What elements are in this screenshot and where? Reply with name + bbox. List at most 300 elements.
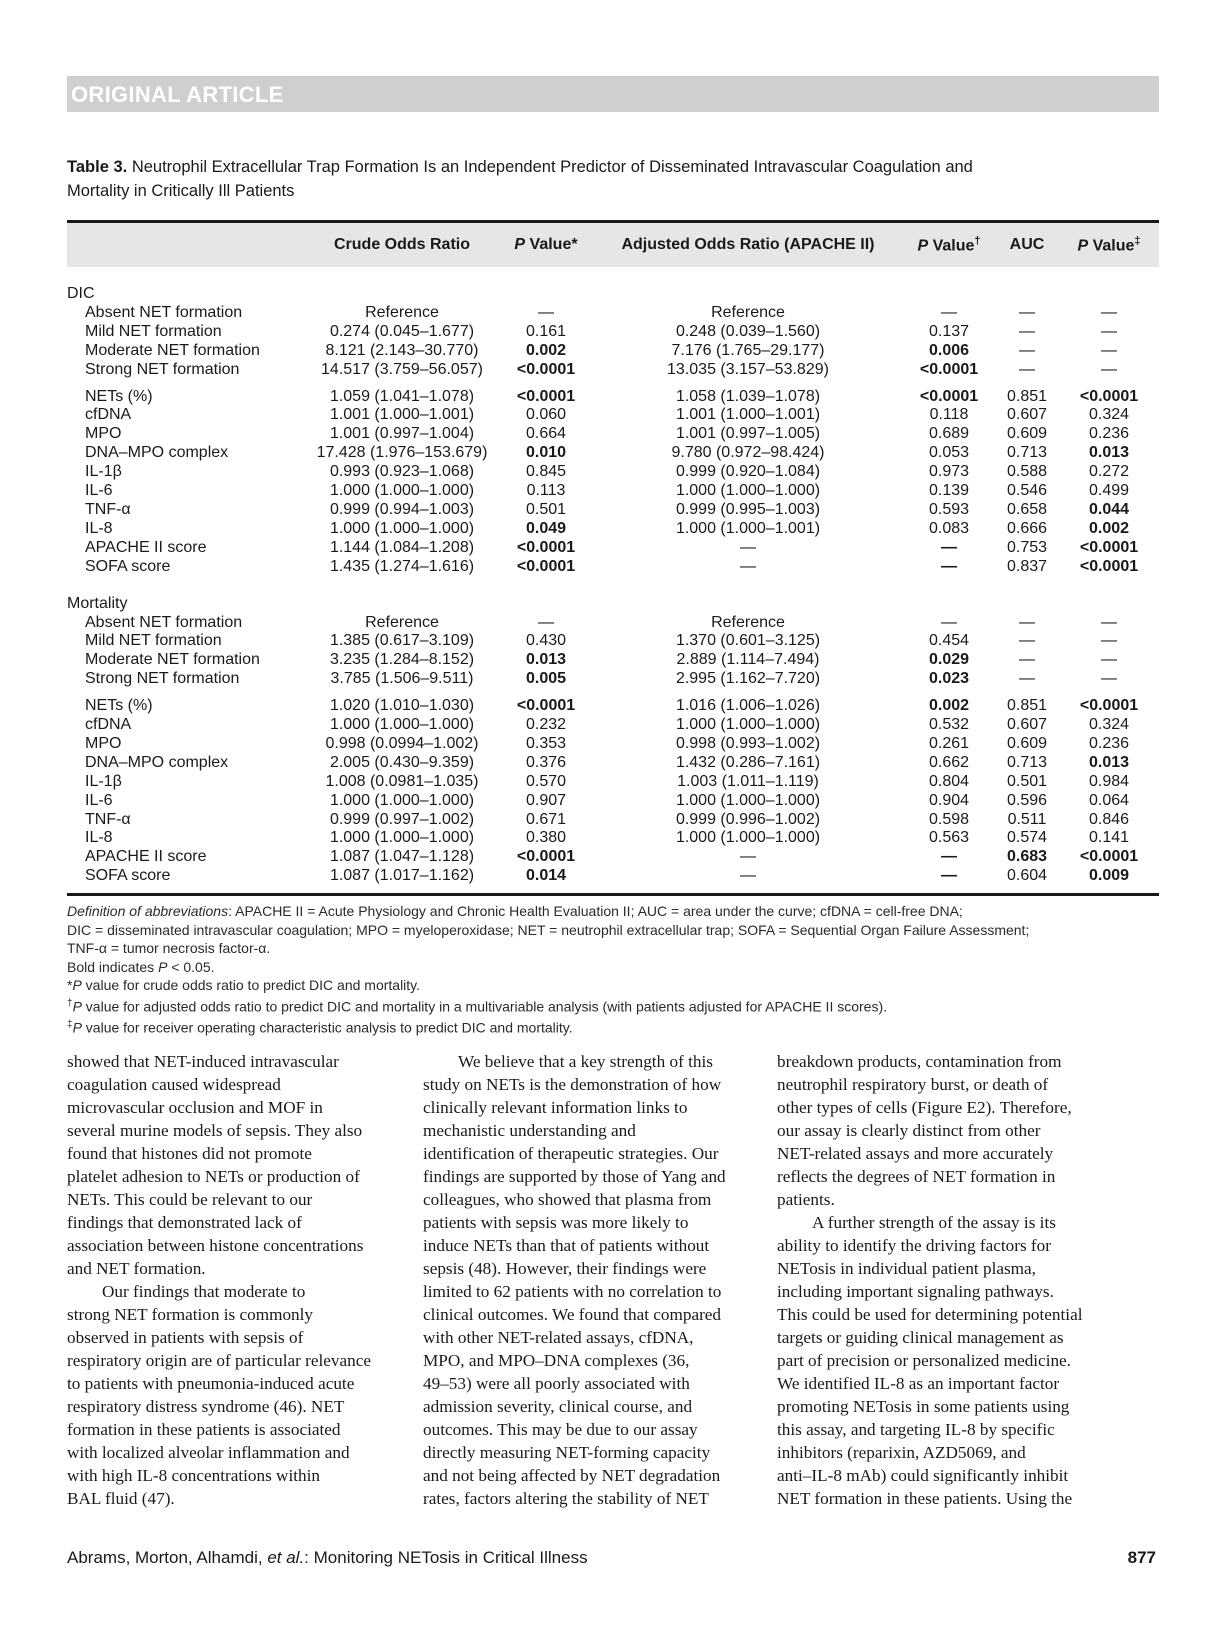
cell-value-p2: <0.0001 xyxy=(919,387,979,405)
cell-p3 xyxy=(1059,754,1159,773)
section-title: DIC xyxy=(67,285,95,302)
cell-value-p1: <0.0001 xyxy=(516,538,576,556)
cell-value-p2: — xyxy=(941,538,957,556)
cell-adj xyxy=(593,792,903,811)
cell-value-auc: 0.588 xyxy=(1006,463,1048,481)
cell-p1 xyxy=(499,520,593,539)
cell-adj xyxy=(593,848,903,867)
cell-value-crude: Reference xyxy=(365,303,439,321)
cell-value-p3: — xyxy=(1101,651,1117,669)
cell-p2 xyxy=(903,670,995,689)
cell-value-p2: 0.804 xyxy=(928,772,970,790)
body-line: patients. xyxy=(777,1190,835,1209)
cell-value-auc: 0.683 xyxy=(1006,848,1048,866)
table-bottom-rule xyxy=(67,893,1159,896)
body-line: including important signaling pathways. xyxy=(777,1282,1054,1301)
cell-adj xyxy=(593,697,903,716)
row-label: IL-6 xyxy=(85,791,113,809)
cell-value-p2: 0.532 xyxy=(928,716,970,734)
cell-adj xyxy=(593,342,903,361)
row-label: cfDNA xyxy=(85,716,132,734)
cell-value-p3: 0.236 xyxy=(1088,425,1130,443)
cell-p2 xyxy=(903,406,995,425)
body-line: to patients with pneumonia-induced acute xyxy=(67,1374,355,1393)
body-line: coagulation caused widespread xyxy=(67,1075,281,1094)
cell-p2 xyxy=(903,444,995,463)
cell-value-p1: 0.570 xyxy=(525,772,567,790)
cell-value-auc: 0.713 xyxy=(1006,753,1048,771)
cell-crude xyxy=(305,848,499,867)
cell-value-auc: 0.574 xyxy=(1006,829,1048,847)
cell-value-p1: 0.501 xyxy=(525,500,567,518)
cell-value-p2: <0.0001 xyxy=(919,360,979,378)
table-row xyxy=(67,501,1159,520)
header-p-value-adjusted: P Value† xyxy=(917,234,981,255)
cell-value-p2: 0.083 xyxy=(928,519,970,537)
body-line: microvascular occlusion and MOF in xyxy=(67,1098,323,1117)
row-label: cfDNA xyxy=(85,406,132,424)
cell-p2 xyxy=(903,482,995,501)
cell-value-p1: 0.376 xyxy=(525,753,567,771)
empty-cell xyxy=(1059,285,1159,304)
cell-value-adj: 1.000 (1.000–1.001) xyxy=(675,519,821,537)
cell-value-p3: — xyxy=(1101,303,1117,321)
cell-auc xyxy=(995,520,1059,539)
cell-crude xyxy=(305,388,499,407)
body-line: outcomes. This may be due to our assay xyxy=(423,1420,698,1439)
cell-p2 xyxy=(903,520,995,539)
body-line: and not being affected by NET degradation xyxy=(423,1466,721,1485)
empty-cell xyxy=(499,595,593,614)
empty-cell xyxy=(499,285,593,304)
row-label: IL-8 xyxy=(85,519,113,537)
cell-p2 xyxy=(903,539,995,558)
cell-adj xyxy=(593,482,903,501)
cell-crude xyxy=(305,735,499,754)
cell-value-p3: — xyxy=(1101,613,1117,631)
cell-value-p2: 0.662 xyxy=(928,753,970,771)
cell-auc xyxy=(995,558,1059,577)
table-row xyxy=(67,361,1159,380)
table-header-row xyxy=(67,223,1159,267)
empty-cell xyxy=(593,285,903,304)
cell-value-auc: 0.658 xyxy=(1006,500,1048,518)
row-label: Mild NET formation xyxy=(85,632,222,650)
cell-value-p1: 0.014 xyxy=(525,867,567,885)
cell-adj xyxy=(593,539,903,558)
cell-value-adj: 1.001 (0.997–1.005) xyxy=(675,425,821,443)
cell-value-p3: 0.009 xyxy=(1088,867,1130,885)
cell-value-adj: 2.889 (1.114–7.494) xyxy=(676,651,820,669)
table-row xyxy=(67,614,1159,633)
body-line: This could be used for determining potential xyxy=(777,1305,1083,1324)
cell-value-crude: Reference xyxy=(365,613,439,631)
cell-value-p3: 0.064 xyxy=(1088,791,1130,809)
cell-value-crude: 1.000 (1.000–1.000) xyxy=(329,519,475,537)
cell-value-auc: 0.713 xyxy=(1006,444,1048,462)
cell-value-auc: — xyxy=(1019,670,1035,688)
body-line: colleagues, who showed that plasma from xyxy=(423,1190,712,1209)
cell-value-auc: 0.851 xyxy=(1006,697,1048,715)
cell-value-p3: 0.044 xyxy=(1088,500,1130,518)
cell-crude xyxy=(305,425,499,444)
table-number: Table 3. xyxy=(67,158,128,176)
body-line: sepsis (48). However, their findings were xyxy=(423,1259,707,1278)
cell-p1 xyxy=(499,539,593,558)
cell-value-p2: 0.053 xyxy=(928,444,970,462)
cell-crude xyxy=(305,304,499,323)
body-line: part of precision or personalized medicine. xyxy=(777,1351,1071,1370)
body-line: inhibitors (reparixin, AZD5069, and xyxy=(777,1443,1026,1462)
cell-p1 xyxy=(499,773,593,792)
cell-p1 xyxy=(499,614,593,633)
body-line: We believe that a key strength of this xyxy=(458,1052,713,1071)
cell-adj xyxy=(593,829,903,848)
body-column-3 xyxy=(777,1050,1117,1510)
cell-p2 xyxy=(903,463,995,482)
cell-p1 xyxy=(499,323,593,342)
empty-cell xyxy=(593,595,903,614)
cell-value-p1: 0.161 xyxy=(525,322,567,340)
cell-value-auc: 0.607 xyxy=(1006,716,1048,734)
body-line: showed that NET-induced intravascular xyxy=(67,1052,339,1071)
cell-auc xyxy=(995,811,1059,830)
footnote-roc: ‡P value for receiver operating characteristic analysis to predict DIC and mortality. xyxy=(67,1018,573,1036)
cell-value-p3: — xyxy=(1101,670,1117,688)
row-label: Moderate NET formation xyxy=(85,651,260,669)
cell-p1 xyxy=(499,670,593,689)
cell-auc xyxy=(995,651,1059,670)
header-blank xyxy=(67,223,305,267)
cell-crude xyxy=(305,614,499,633)
cell-value-p2: 0.261 xyxy=(928,734,970,752)
cell-value-p3: <0.0001 xyxy=(1079,538,1139,556)
row-label: DNA–MPO complex xyxy=(85,444,229,462)
table-title-line2: Mortality in Critically Ill Patients xyxy=(67,182,295,200)
cell-crude xyxy=(305,406,499,425)
cell-adj xyxy=(593,651,903,670)
body-line: NET formation in these patients. Using the xyxy=(777,1489,1073,1508)
cell-crude xyxy=(305,444,499,463)
body-line: and NET formation. xyxy=(67,1259,206,1278)
body-line: observed in patients with sepsis of xyxy=(67,1328,304,1347)
table-row xyxy=(67,425,1159,444)
cell-auc xyxy=(995,867,1059,886)
cell-value-p3: 0.324 xyxy=(1088,406,1130,424)
cell-p1 xyxy=(499,829,593,848)
cell-value-p3: 0.013 xyxy=(1088,444,1130,462)
cell-p3 xyxy=(1059,848,1159,867)
table-row xyxy=(67,867,1159,886)
body-text xyxy=(67,1050,1159,1508)
cell-value-p3: 0.002 xyxy=(1088,519,1130,537)
cell-value-auc: 0.607 xyxy=(1006,406,1048,424)
section-title: Mortality xyxy=(67,594,128,612)
table-spacer-row xyxy=(67,267,1159,285)
cell-value-adj: 9.780 (0.972–98.424) xyxy=(671,444,825,462)
body-line: this assay, and targeting IL-8 by specific xyxy=(777,1420,1055,1439)
cell-auc xyxy=(995,614,1059,633)
cell-p1 xyxy=(499,425,593,444)
cell-value-adj: 1.000 (1.000–1.000) xyxy=(675,716,821,734)
cell-crude xyxy=(305,520,499,539)
cell-adj xyxy=(593,501,903,520)
cell-value-auc: 0.851 xyxy=(1006,387,1048,405)
cell-auc xyxy=(995,388,1059,407)
table-row xyxy=(67,463,1159,482)
cell-value-p1: <0.0001 xyxy=(516,697,576,715)
empty-cell xyxy=(995,285,1059,304)
cell-crude xyxy=(305,361,499,380)
footnote-abbreviations: Definition of abbreviations: APACHE II = Acute Physiology and Chronic Health Evaluation II; AUC = area under the curve; cfDNA = cell-free DNA; xyxy=(67,903,963,919)
row-label: Mild NET formation xyxy=(85,322,222,340)
cell-auc xyxy=(995,425,1059,444)
cell-crude xyxy=(305,697,499,716)
cell-adj xyxy=(593,670,903,689)
table-row xyxy=(67,697,1159,716)
cell-value-crude: 3.235 (1.284–8.152) xyxy=(329,651,475,669)
row-label: NETs (%) xyxy=(85,387,153,405)
cell-p3 xyxy=(1059,614,1159,633)
cell-value-p3: 0.141 xyxy=(1088,829,1130,847)
empty-cell xyxy=(305,595,499,614)
cell-value-crude: 1.000 (1.000–1.000) xyxy=(329,482,475,500)
cell-value-adj: 1.432 (0.286–7.161) xyxy=(675,753,821,771)
cell-value-crude: 1.144 (1.084–1.208) xyxy=(329,538,475,556)
body-line: neutrophil respiratory burst, or death of xyxy=(777,1075,1049,1094)
body-line: respiratory distress syndrome (46). NET xyxy=(67,1397,345,1416)
body-line: limited to 62 patients with no correlation to xyxy=(423,1282,722,1301)
header-p-value-roc: P Value‡ xyxy=(1077,234,1141,255)
spacer-cell xyxy=(67,267,1159,285)
cell-p3 xyxy=(1059,520,1159,539)
cell-value-p1: 0.380 xyxy=(525,829,567,847)
table-row xyxy=(67,323,1159,342)
cell-adj xyxy=(593,463,903,482)
cell-p2 xyxy=(903,342,995,361)
cell-auc xyxy=(995,304,1059,323)
cell-p3 xyxy=(1059,463,1159,482)
table-row xyxy=(67,735,1159,754)
body-line: clinically relevant information links to xyxy=(423,1098,688,1117)
cell-value-auc: 0.837 xyxy=(1006,557,1048,575)
cell-value-auc: — xyxy=(1019,651,1035,669)
table-row xyxy=(67,558,1159,577)
cell-p1 xyxy=(499,792,593,811)
cell-adj xyxy=(593,735,903,754)
table-row xyxy=(67,848,1159,867)
table-row xyxy=(67,304,1159,323)
cell-value-adj: 0.999 (0.920–1.084) xyxy=(675,463,821,481)
cell-p1 xyxy=(499,304,593,323)
cell-crude xyxy=(305,811,499,830)
cell-value-crude: 2.005 (0.430–9.359) xyxy=(329,753,475,771)
cell-p2 xyxy=(903,614,995,633)
cell-value-p3: — xyxy=(1101,632,1117,650)
cell-auc xyxy=(995,848,1059,867)
cell-p3 xyxy=(1059,406,1159,425)
cell-value-adj: 1.003 (1.011–1.119) xyxy=(677,772,819,790)
table-caption xyxy=(67,155,1159,203)
cell-p2 xyxy=(903,651,995,670)
cell-value-p3: — xyxy=(1101,360,1117,378)
cell-crude xyxy=(305,342,499,361)
body-line: several murine models of sepsis. They also xyxy=(67,1121,363,1140)
cell-value-p3: — xyxy=(1101,341,1117,359)
cell-crude xyxy=(305,867,499,886)
cell-value-crude: 3.785 (1.506–9.511) xyxy=(330,670,474,688)
table-footnotes xyxy=(67,902,1167,1037)
cell-p3 xyxy=(1059,697,1159,716)
cell-value-auc: 0.546 xyxy=(1006,482,1048,500)
cell-p3 xyxy=(1059,501,1159,520)
cell-value-p3: 0.236 xyxy=(1088,734,1130,752)
footnote-adjusted: †P value for adjusted odds ratio to predict DIC and mortality in a multivariable analysis (with patients adjusted for APACHE II scores). xyxy=(67,997,888,1015)
cell-value-p3: 0.499 xyxy=(1088,482,1130,500)
cell-p2 xyxy=(903,361,995,380)
cell-adj xyxy=(593,754,903,773)
cell-value-p3: <0.0001 xyxy=(1079,387,1139,405)
cell-crude xyxy=(305,463,499,482)
row-label: Strong NET formation xyxy=(85,360,240,378)
cell-p1 xyxy=(499,735,593,754)
body-line: NET-related assays and more accurately xyxy=(777,1144,1054,1163)
body-line: anti–IL-8 mAb) could significantly inhibit xyxy=(777,1466,1069,1485)
cell-adj xyxy=(593,388,903,407)
cell-value-adj: — xyxy=(740,538,756,556)
empty-cell xyxy=(305,285,499,304)
body-line: targets or guiding clinical management as xyxy=(777,1328,1064,1347)
body-line: NETosis in individual patient plasma, xyxy=(777,1259,1036,1278)
row-label: APACHE II score xyxy=(85,538,207,556)
table-row xyxy=(67,632,1159,651)
cell-auc xyxy=(995,829,1059,848)
cell-p1 xyxy=(499,406,593,425)
cell-value-p1: 0.060 xyxy=(525,406,567,424)
cell-p3 xyxy=(1059,716,1159,735)
cell-adj xyxy=(593,558,903,577)
table-spacer-row xyxy=(67,689,1159,697)
row-label: IL-8 xyxy=(85,829,113,847)
cell-adj xyxy=(593,614,903,633)
cell-value-p1: <0.0001 xyxy=(516,360,576,378)
cell-adj xyxy=(593,716,903,735)
cell-p2 xyxy=(903,425,995,444)
body-line: found that histones did not promote xyxy=(67,1144,312,1163)
cell-value-crude: 1.008 (0.0981–1.035) xyxy=(325,772,479,790)
cell-value-crude: 14.517 (3.759–56.057) xyxy=(321,360,483,378)
cell-value-p3: <0.0001 xyxy=(1079,848,1139,866)
body-line: with high IL-8 concentrations within xyxy=(67,1466,320,1485)
cell-auc xyxy=(995,361,1059,380)
cell-crude xyxy=(305,773,499,792)
row-label: SOFA score xyxy=(85,867,171,885)
cell-value-auc: 0.609 xyxy=(1006,734,1048,752)
row-label: IL-1β xyxy=(85,463,122,481)
cell-value-crude: 1.001 (1.000–1.001) xyxy=(329,406,475,424)
cell-value-p3: — xyxy=(1101,322,1117,340)
footnote-abbreviations-line2: DIC = disseminated intravascular coagulation; MPO = myeloperoxidase; NET = neutrophil extracellular trap; SOFA = Sequential Organ Failure Assessment; xyxy=(67,921,1030,938)
cell-p3 xyxy=(1059,558,1159,577)
table-row xyxy=(67,388,1159,407)
cell-p2 xyxy=(903,735,995,754)
cell-value-p2: 0.002 xyxy=(928,697,970,715)
cell-p1 xyxy=(499,867,593,886)
cell-value-p2: — xyxy=(941,613,957,631)
footnote-crude: *P value for crude odds ratio to predict DIC and mortality. xyxy=(67,977,421,993)
cell-value-p3: 0.846 xyxy=(1088,810,1130,828)
cell-value-p2: 0.137 xyxy=(928,322,970,340)
cell-value-auc: 0.596 xyxy=(1006,791,1048,809)
cell-value-p3: 0.984 xyxy=(1088,772,1130,790)
cell-p1 xyxy=(499,388,593,407)
cell-crude xyxy=(305,829,499,848)
cell-auc xyxy=(995,754,1059,773)
cell-p2 xyxy=(903,388,995,407)
body-line: platelet adhesion to NETs or production of xyxy=(67,1167,360,1186)
cell-value-p2: — xyxy=(941,557,957,575)
cell-p1 xyxy=(499,811,593,830)
cell-value-auc: — xyxy=(1019,360,1035,378)
cell-value-p2: 0.598 xyxy=(928,810,970,828)
cell-p3 xyxy=(1059,792,1159,811)
cell-p1 xyxy=(499,632,593,651)
cell-p3 xyxy=(1059,361,1159,380)
cell-p1 xyxy=(499,361,593,380)
cell-crude xyxy=(305,501,499,520)
cell-value-p2: — xyxy=(941,867,957,885)
cell-value-auc: 0.753 xyxy=(1006,538,1048,556)
cell-auc xyxy=(995,342,1059,361)
table-row xyxy=(67,651,1159,670)
cell-auc xyxy=(995,463,1059,482)
cell-crude xyxy=(305,651,499,670)
cell-p2 xyxy=(903,773,995,792)
body-line: findings are supported by those of Yang and xyxy=(423,1167,726,1186)
table-spacer-row xyxy=(67,380,1159,388)
cell-value-auc: — xyxy=(1019,303,1035,321)
cell-crude xyxy=(305,716,499,735)
running-footer: Abrams, Morton, Alhamdi, et al.: Monitoring NETosis in Critical Illness xyxy=(67,1548,588,1567)
table-row xyxy=(67,792,1159,811)
row-label: NETs (%) xyxy=(85,697,153,715)
cell-p2 xyxy=(903,754,995,773)
cell-value-adj: 13.035 (3.157–53.829) xyxy=(667,360,829,378)
body-line: A further strength of the assay is its xyxy=(812,1213,1056,1232)
cell-value-p1: — xyxy=(538,613,554,631)
header-adjusted-or: Adjusted Odds Ratio (APACHE II) xyxy=(621,236,875,253)
cell-value-p2: 0.904 xyxy=(928,791,970,809)
cell-value-p1: 0.232 xyxy=(525,716,567,734)
cell-value-adj: 1.000 (1.000–1.000) xyxy=(675,791,821,809)
table-row xyxy=(67,482,1159,501)
cell-value-p2: 0.689 xyxy=(928,425,970,443)
cell-value-crude: 0.274 (0.045–1.677) xyxy=(329,322,475,340)
cell-p2 xyxy=(903,716,995,735)
cell-p2 xyxy=(903,632,995,651)
cell-value-p2: 0.593 xyxy=(928,500,970,518)
body-line: ability to identify the driving factors for xyxy=(777,1236,1051,1255)
body-line: Our findings that moderate to xyxy=(102,1282,306,1301)
cell-p1 xyxy=(499,501,593,520)
cell-adj xyxy=(593,773,903,792)
cell-value-adj: 1.001 (1.000–1.001) xyxy=(675,406,821,424)
cell-adj xyxy=(593,520,903,539)
cell-p1 xyxy=(499,651,593,670)
cell-value-adj: — xyxy=(740,557,756,575)
body-line: strong NET formation is commonly xyxy=(67,1305,314,1324)
row-label: APACHE II score xyxy=(85,848,207,866)
